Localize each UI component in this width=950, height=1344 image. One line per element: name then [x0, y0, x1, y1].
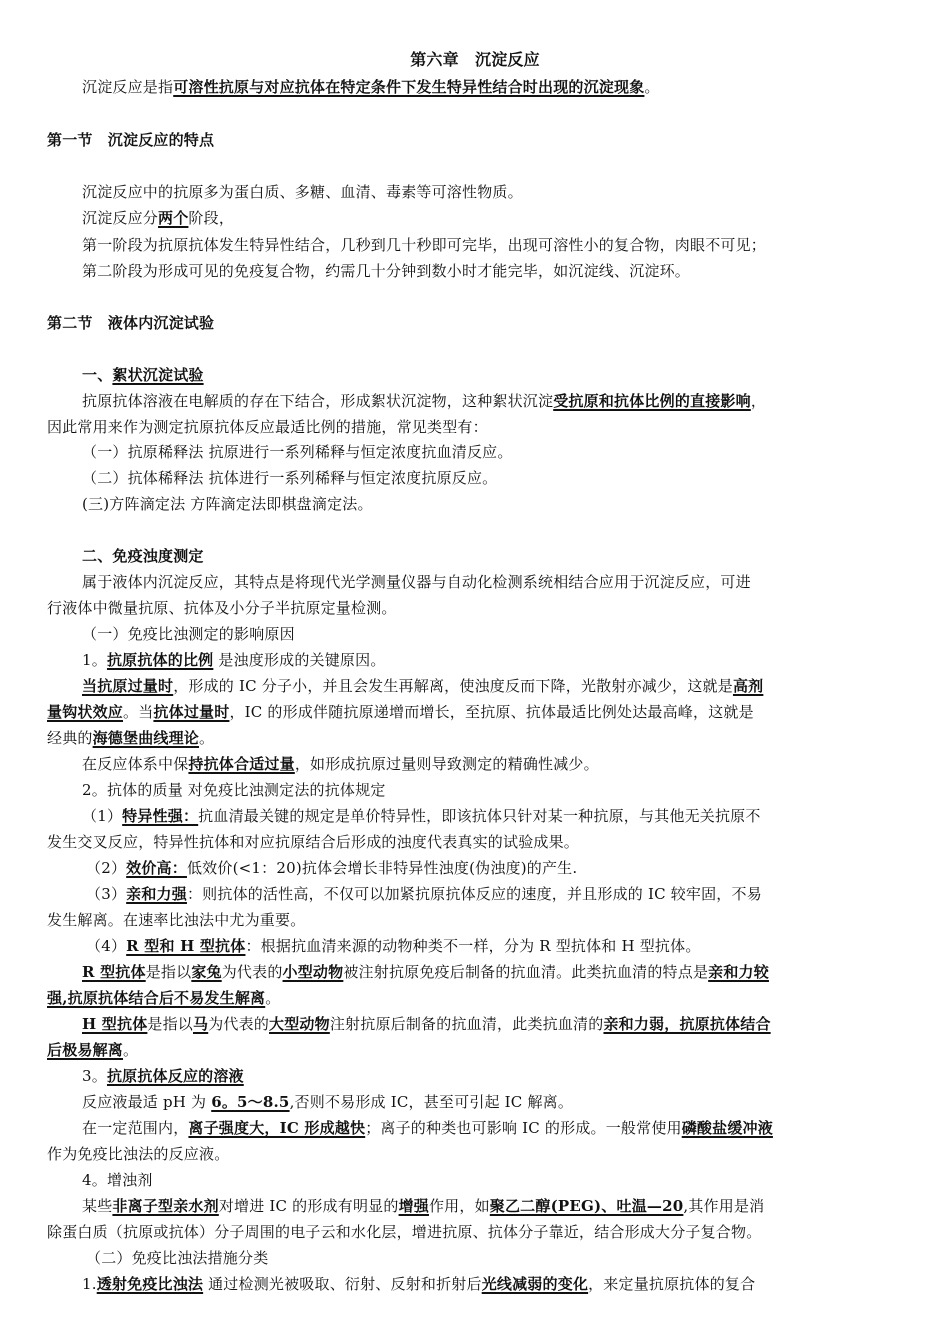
paragraph: 量钩状效应。当抗体过量时，IC 的形成伴随抗原递增而增长，至抗原、抗体最适比例处达最高峰，这就是: [47, 703, 754, 721]
subsection-heading: 二、免疫浊度测定: [82, 547, 204, 565]
paragraph: 沉淀反应分两个阶段，: [82, 209, 235, 227]
paragraph: 4。增浊剂: [82, 1171, 153, 1189]
paragraph: 作为免疫比浊法的反应液。: [47, 1145, 230, 1163]
paragraph: 后极易解离。: [47, 1041, 139, 1059]
subsection-heading: 一、絮状沉淀试验: [82, 366, 204, 384]
paragraph: 在反应体系中保持抗体合适过量，如形成抗原过量则导致测定的精确性减少。: [82, 755, 599, 773]
paragraph: 发生解离。在速率比浊法中尤为重要。: [47, 911, 306, 929]
paragraph: （1）特异性强：抗血清最关键的规定是单价特异性，即该抗体只针对某一种抗原，与其他无关抗原不: [82, 807, 761, 825]
paragraph: 强,抗原抗体结合后不易发生解离。: [47, 989, 281, 1007]
paragraph: R 型抗体是指以家兔为代表的小型动物被注射抗原免疫后制备的抗血清。此类抗血清的特点是亲和力较: [82, 963, 769, 981]
paragraph: 某些非离子型亲水剂对增进 IC 的形成有明显的增强作用，如聚乙二醇(PEG)、吐温—20,其作用是消: [82, 1197, 765, 1215]
paragraph: 沉淀反应中的抗原多为蛋白质、多糖、血清、毒素等可溶性物质。: [82, 183, 523, 201]
paragraph: （4）R 型和 H 型抗体：根据抗血清来源的动物种类不一样，分为 R 型抗体和 H 型抗体。: [86, 937, 701, 955]
paragraph: （3）亲和力强：则抗体的活性高，不仅可以加紧抗原抗体反应的速度，并且形成的 IC 较牢固，不易: [86, 885, 762, 903]
paragraph: H 型抗体是指以马为代表的大型动物注射抗原后制备的抗血清，此类抗血清的亲和力弱，抗原抗体结合: [82, 1015, 771, 1033]
paragraph: 发生交叉反应，特异性抗体和对应抗原结合后形成的浊度代表真实的试验成果。: [47, 833, 580, 851]
chapter-title: 第六章 沉淀反应: [410, 50, 540, 69]
paragraph: 2。抗体的质量 对免疫比浊测定法的抗体规定: [82, 781, 386, 799]
paragraph: 经典的海德堡曲线理论。: [47, 729, 215, 747]
section-2-heading: 第二节 液体内沉淀试验: [47, 314, 215, 332]
list-item: (三)方阵滴定法 方阵滴定法即棋盘滴定法。: [82, 495, 373, 513]
paragraph: 3。抗原抗体反应的溶液: [82, 1067, 244, 1085]
paragraph: 第一阶段为抗原抗体发生特异性结合，几秒到几十秒即可完毕，出现可溶性小的复合物，肉眼不可见；: [82, 236, 767, 254]
paragraph: 因此常用来作为测定抗原抗体反应最适比例的措施，常见类型有：: [47, 418, 488, 436]
paragraph: （二）免疫比浊法措施分类: [86, 1249, 269, 1267]
intro-paragraph: 沉淀反应是指可溶性抗原与对应抗体在特定条件下发生特异性结合时出现的沉淀现象。: [82, 78, 660, 96]
list-item: （一）抗原稀释法 抗原进行一系列稀释与恒定浓度抗血清反应。: [82, 443, 513, 461]
paragraph: （一）免疫比浊测定的影响原因: [82, 625, 295, 643]
paragraph: 当抗原过量时，形成的 IC 分子小，并且会发生再解离，使浊度反而下降，光散射亦减少，这就是高剂: [82, 677, 764, 695]
section-1-heading: 第一节 沉淀反应的特点: [47, 131, 215, 149]
paragraph: 1.透射免疫比浊法 通过检测光被吸取、衍射、反射和折射后光线减弱的变化，来定量抗原抗体的复合: [82, 1275, 756, 1293]
paragraph: 第二阶段为形成可见的免疫复合物，约需几十分钟到数小时才能完毕，如沉淀线、沉淀环。: [82, 262, 691, 280]
paragraph: 1。抗原抗体的比例 是浊度形成的关键原因。: [82, 651, 386, 669]
paragraph: 属于液体内沉淀反应，其特点是将现代光学测量仪器与自动化检测系统相结合应用于沉淀反应，可进: [82, 573, 751, 591]
list-item: （二）抗体稀释法 抗体进行一系列稀释与恒定浓度抗原反应。: [82, 469, 498, 487]
paragraph: 行液体中微量抗原、抗体及小分子半抗原定量检测。: [47, 599, 397, 617]
paragraph: 反应液最适 pH 为 6。5～8.5,否则不易形成 IC，甚至可引起 IC 解离。: [82, 1093, 574, 1111]
paragraph: （2）效价高：低效价(<1：20)抗体会增长非特异性浊度(伪浊度)的产生.: [86, 859, 578, 877]
paragraph: 除蛋白质（抗原或抗体）分子周围的电子云和水化层，增进抗原、抗体分子靠近，结合形成大分子复合物。: [47, 1223, 762, 1241]
paragraph: 在一定范围内，离子强度大，IC 形成越快；离子的种类也可影响 IC 的形成。一般常使用磷酸盐缓冲液: [82, 1119, 773, 1137]
paragraph: 抗原抗体溶液在电解质的存在下结合，形成絮状沉淀物，这种絮状沉淀受抗原和抗体比例的直接影响，: [82, 392, 767, 410]
